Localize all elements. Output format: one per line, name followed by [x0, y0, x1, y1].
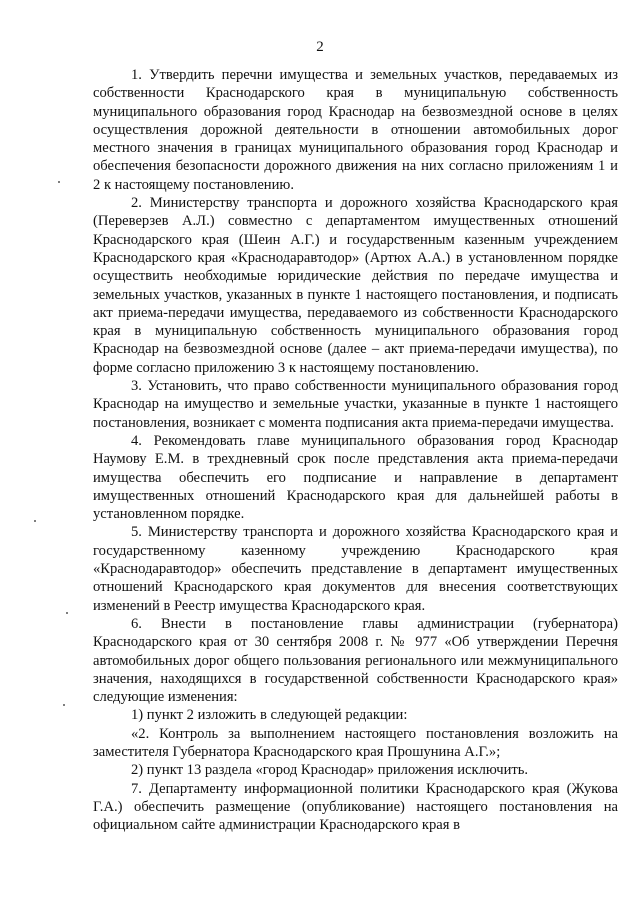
paragraph-4: 4. Рекомендовать главе муниципального образования город Краснодар Наумову Е.М. в трехдневный срок после представления акта приема-передачи имущества обеспечить его подписание и направление в департамент имущественных отношений Краснодарского края для дальнейшей работы в установленном порядке.: [93, 432, 618, 523]
paragraph-6-item-1: 1) пункт 2 изложить в следующей редакции:: [131, 707, 408, 724]
scan-speck: [34, 520, 36, 522]
paragraph-1: 1. Утвердить перечни имущества и земельных участков, передаваемых из собственности Краснодарского края в муниципальную собственность муниципального образования город Краснодар на безвозмездной основе в целях осуществления дорожной деятельности в отношении автомобильных дорог местного значения в границах муниципального образования город Краснодар и обеспечения безопасности дорожного движения на них согласно приложениям 1 и 2 к настоящему постановлению.: [93, 67, 618, 193]
paragraph-6-item-1-text: «2. Контроль за выполнением настоящего постановления возложить на заместителя Губернатора Краснодарского края Прошунина А.Г.»;: [93, 725, 618, 760]
paragraph-7: 7. Департаменту информационной политики Краснодарского края (Жукова Г.А.) обеспечить размещение (опубликование) настоящего постановления на официальном сайте администрации Краснодарского края в: [93, 780, 618, 834]
paragraph-6: 6. Внести в постановление главы администрации (губернатора) Краснодарского края от 30 сентября 2008 г. № 977 «Об утверждении Перечня автомобильных дорог общего пользования регионального или межмуниципального значения, находящихся в государственной собственности Краснодарского края» следующие изменения:: [93, 615, 618, 706]
paragraph-5: 5. Министерству транспорта и дорожного хозяйства Краснодарского края и государственному казенному учреждению Краснодарского края «Краснодаравтодор» обеспечить представление в департамент имущественных отношений Краснодарского края документов для внесения соответствующих изменений в Реестр имущества Краснодарского края.: [93, 524, 618, 614]
paragraph-2: 2. Министерству транспорта и дорожного хозяйства Краснодарского края (Переверзев А.Л.) совместно с департаментом имущественных отношений Краснодарского края (Шеин А.Г.) и государственным казенным учреждением Краснодарского края «Краснодаравтодор» (Артюх А.А.) в установленном порядке осуществить необходимые юридические действия по передаче имущества и земельных участков, указанных в пункте 1 настоящего постановления, и подписать акт приема-передачи имущества, передаваемого из собственности Краснодарского края в муниципальную собственность муниципального образования город Краснодар на безвозмездной основе (далее – акт приема-передачи имущества), по форме согласно приложению 3 к настоящему постановлению.: [93, 195, 618, 376]
scan-speck: [66, 612, 68, 614]
document-body: [93, 66, 618, 834]
paragraph-3: 3. Установить, что право собственности муниципального образования город Краснодар на имущество и земельные участки, указанные в пункте 1 настоящего постановления, возникает с момента подписания акта приема-передачи имущества.: [93, 378, 618, 431]
paragraph-6-item-2: 2) пункт 13 раздела «город Краснодар» приложения исключить.: [131, 762, 529, 779]
scan-speck: [58, 181, 60, 183]
scan-speck: [63, 704, 65, 706]
page-number: 2: [316, 39, 324, 55]
